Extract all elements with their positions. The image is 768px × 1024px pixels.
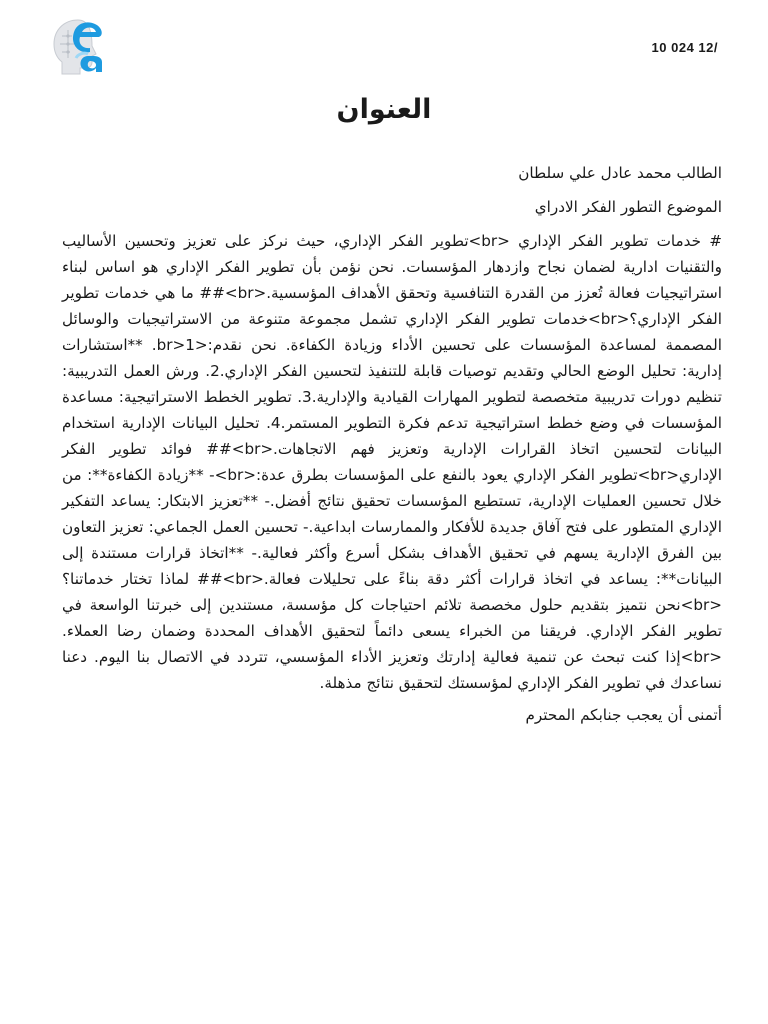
document-title: العنوان <box>336 94 432 125</box>
body-paragraph: # خدمات تطوير الفكر الإداري <br>تطوير الفكر الإداري، حيث نركز على تعزيز وتحسين الأساليب والتقنيات ادارية لضمان نجاح وازدهار المؤسسات. نحن نؤمن بأن تطوير الفكر الإداري هو اساس لبناء استراتيجيات فعالة تُعزز من القدرة التنافسية وتحقق الأهداف المؤسسية.<br>## ما هي خدمات تطوير الفكر الإداري؟<br>خدمات تطوير الفكر الإداري تشمل مجموعة متنوعة من الاستراتيجيات والوسائل المصممة لمساعدة المؤسسات على تحسين الأداء وزيادة الكفاءة. نحن نقدم:<br>1. **استشارات إدارية: تحليل الوضع الحالي وتقديم توصيات قابلة للتنفيذ لتحسين الفكر الإداري.2. ورش العمل التدريبية: تنظيم دورات تدريبية متخصصة لتطوير المهارات القيادية والإدارية.3. تطوير الخطط الاستراتيجية: مساعدة المؤسسات في وضع خطط استراتيجية تدعم فكرة التطوير المستمر.4. تحليل البيانات الإدارية استخدام البيانات لتحسين اتخاذ القرارات الإدارية وتعزيز فهم الاتجاهات.<br>## فوائد تطوير الفكر الإداري<br>تطوير الفكر الإداري يعود بالنفع على المؤسسات بطرق عدة:<br>- **زيادة الكفاءة**: من خلال تحسين العمليات الإدارية، تستطيع المؤسسات تحقيق نتائج أفضل.- **تعزيز الابتكار: يساعد التفكير الإداري المتطور على فتح آفاق جديدة للأفكار والممارسات ابداعية.- تحسين العمل الجماعي: تعزيز التعاون بين الفرق الإدارية يسهم في تحقيق الأهداف بشكل أسرع وأكثر فعالية.- **اتخاذ قرارات مستندة إلى البيانات**: يساعد في اتخاذ قرارات أكثر دقة بناءً على تحليلات فعالة.<br>## لماذا تختار خدماتنا؟ <br>نحن نتميز بتقديم حلول مخصصة تلائم احتياجات كل مؤسسة، مستندين إلى خبرتنا الواسعة في تطوير الفكر الإداري. فريقنا من الخبراء يسعى دائماً لتحقيق الأهداف المحددة وضمان رضا العملاء.<br>إذا كنت تبحث عن تنمية فعالية إدارتك وتعزيز الأداء المؤسسي، تتردد في الاتصال بنا اليوم. دعنا نساعدك في تطوير الفكر الإداري لمؤسستك لتحقيق نتائج مذهلة. <box>62 232 723 692</box>
brand-logo-icon <box>48 14 110 80</box>
subject-line: الموضوع التطور الفكر الادراي <box>534 198 722 216</box>
document-content <box>62 160 722 728</box>
closing-line: أتمنى أن يعجب جنابكم المحترم <box>525 706 722 724</box>
document-date: 10 024 12/ <box>651 40 718 55</box>
student-name-line: الطالب محمد عادل علي سلطان <box>518 164 722 182</box>
